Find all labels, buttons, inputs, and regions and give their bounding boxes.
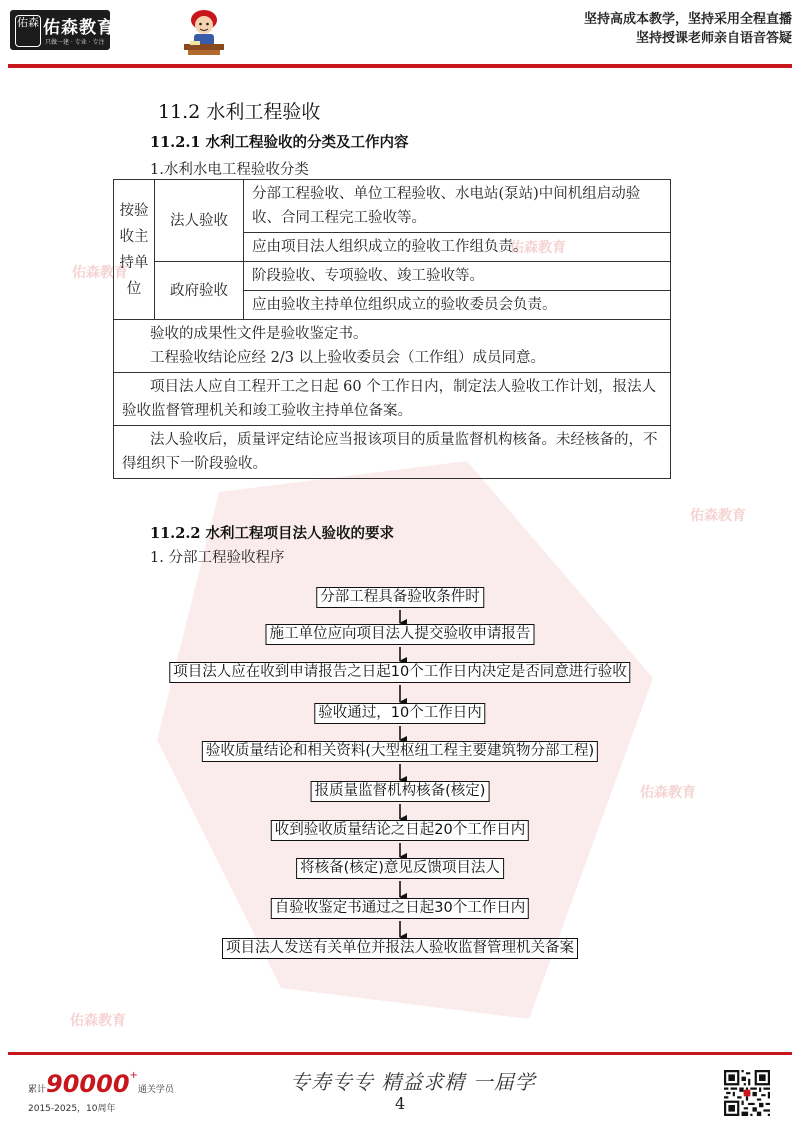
watermark-text: 佑森教育	[640, 785, 696, 801]
students-suffix: 通关学员	[137, 1085, 174, 1095]
footer-divider	[8, 1052, 792, 1055]
government-acceptance-responsible: 应由验收主持单位组织成立的验收委员会负责。	[244, 291, 671, 320]
calligraphy-signature: 专寿专专 精益求精 一届学	[290, 1070, 536, 1094]
government-acceptance-scope: 阶段验收、专项验收、竣工验收等。	[244, 262, 671, 291]
logo-tagline: 只做一建 · 专业 · 专注	[45, 39, 105, 46]
watermark-text: 佑森教育	[70, 1013, 126, 1029]
flow-step-7: 收到验收质量结论之日起20个工作日内	[271, 820, 529, 841]
mascot-icon	[176, 8, 232, 58]
brand-logo	[10, 10, 115, 50]
flow-step-5: 验收质量结论和相关资料(大型枢纽工程主要建筑物分部工程)	[202, 741, 598, 762]
slogan	[584, 10, 792, 48]
legal-acceptance-scope: 分部工程验收、单位工程验收、水电站(泵站)中间机组启动验收、合同工程完工验收等。	[244, 180, 671, 233]
section-title: 11.2 水利工程验收	[158, 101, 321, 123]
legal-acceptance-label: 法人验收	[155, 180, 244, 262]
watermark-text: 佑森教育	[72, 265, 128, 281]
years-label: 2015-2025，10周年	[28, 1104, 116, 1114]
header-divider	[8, 64, 792, 68]
item-title-1: 1.水利水电工程验收分类	[150, 162, 309, 178]
students-prefix: 累计	[28, 1085, 47, 1095]
table-note-1-line-1: 验收的成果性文件是验收鉴定书。	[150, 326, 368, 342]
table-note-3: 法人验收后，质量评定结论应当报该项目的质量监督机构核备。未经核备的，不得组织下一阶段验收。	[114, 426, 671, 479]
flow-step-9: 自验收鉴定书通过之日起30个工作日内	[271, 898, 529, 919]
students-number: 90000	[46, 1070, 130, 1098]
legal-acceptance-responsible: 应由项目法人组织成立的验收工作组负责。	[244, 233, 671, 262]
students-count	[28, 1070, 174, 1098]
item-title-2: 1. 分部工程验收程序	[150, 550, 285, 566]
subsection-title-1: 11.2.1 水利工程验收的分类及工作内容	[150, 134, 409, 151]
flow-step-10: 项目法人发送有关单位并报法人验收监督管理机关备案	[222, 938, 578, 959]
flow-step-2: 施工单位应向项目法人提交验收申请报告	[266, 624, 535, 645]
subsection-title-2: 11.2.2 水利工程项目法人验收的要求	[150, 525, 394, 542]
watermark-text: 佑森教育	[510, 240, 566, 256]
page-header	[0, 0, 800, 62]
watermark-text: 佑森教育	[690, 508, 746, 524]
table-note-1-line-2: 工程验收结论应经 2/3 以上验收委员会（工作组）成员同意。	[150, 350, 546, 366]
flow-step-8: 将核备(核定)意见反馈项目法人	[296, 858, 504, 879]
qr-code-icon	[724, 1070, 770, 1116]
watermark-logo-icon	[95, 420, 715, 1060]
table-note-1	[114, 320, 671, 373]
slogan-line-1: 坚持高成本教学，坚持采用全程直播	[583, 12, 792, 27]
flow-step-3: 项目法人应在收到申请报告之日起10个工作日内决定是否同意进行验收	[169, 662, 630, 683]
students-plus: +	[129, 1070, 138, 1081]
acceptance-classification-table	[113, 179, 671, 479]
table-note-2: 项目法人应自工程开工之日起 60 个工作日内，制定法人验收工作计划，报法人验收监督管理机关和竣工验收主持单位备案。	[114, 373, 671, 426]
logo-seal: 佑森	[15, 15, 41, 47]
government-acceptance-label: 政府验收	[155, 262, 244, 320]
flow-step-4: 验收通过，10个工作日内	[314, 703, 485, 724]
flow-step-1: 分部工程具备验收条件时	[316, 587, 484, 608]
table-main-label: 按验收主持单位	[114, 180, 155, 320]
page-number: 4	[395, 1094, 406, 1113]
flow-step-6: 报质量监督机构核备(核定)	[311, 781, 490, 802]
logo-name: 佑森教育	[43, 18, 115, 38]
slogan-line-2: 坚持授课老师亲自语音答疑	[635, 31, 792, 46]
